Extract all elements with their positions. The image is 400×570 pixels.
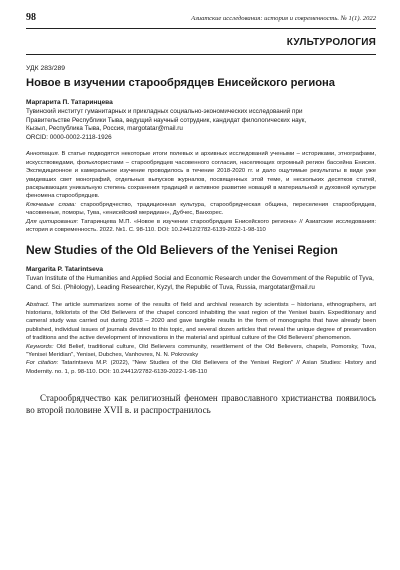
affiliation-line: Кызыл, Республика Тыва, Россия, margotatar@mail.ru — [26, 125, 183, 133]
article-title-en: New Studies of the Old Believers of the Yenisei Region — [26, 243, 338, 258]
affiliation-ru — [26, 108, 376, 142]
citation-ru — [26, 218, 376, 235]
abstract-en — [26, 301, 376, 343]
abstract-block-en — [26, 301, 376, 377]
udc-code: УДК 283/289 — [26, 65, 66, 72]
author-name-en: Margarita P. Tatarintseva — [26, 266, 104, 274]
abstract-label-en: Abstract. — [26, 301, 50, 308]
affiliation-en: Tuvan Institute of the Humanities and Applied Social and Economic Research under the Government of the Republic of Tyva, Cand. of Sci. (Philology), Leading Researcher, Kyzyl, the Republic of Tuva, Russia, margotatar@mail.ru — [26, 275, 374, 292]
running-header — [26, 12, 376, 26]
abstract-label-ru: Аннотация. — [26, 151, 60, 158]
citation-en — [26, 359, 376, 376]
abstract-text-en: The article summarizes some of the results of field and archival research by scientists – historians, ethnographers, art historians, folklorists of the Old Believers of the chapel concord inhabiting the vast region of the Yenisei basin. Expeditionary and cameral study was carried out during 2018 – 2020 and gave tangible results in the form of monographs that have already been published, individual issues of journals devoted to this topic, and several dozen articles that reveal the unique degree of preservation of traditions and the active development of innovations in the material and spiritual culture of the Old Believers' phenomenon. — [26, 301, 377, 342]
affiliation-line: Тувинский институт гуманитарных и прикладных социально-экономических исследований при — [26, 108, 303, 115]
keywords-text-en: Old Belief, traditional culture, Old Believers community, resettlement of the Old Believers, chapels, Pomorsky, Tuva, "Yenisei Meridian", Yenisei, Dubches, Vanhovres, N. N. Pokrovsky — [26, 343, 376, 359]
body-paragraph: Старообрядчество как религиозный феномен православного христианства появилось во второй половине XVII в. и распространилось — [26, 393, 376, 416]
affiliation-line: Правительстве Республики Тыва, ведущий научный сотрудник, кандидат филологических наук, — [26, 116, 307, 124]
abstract-block-ru — [26, 150, 376, 234]
page-number: 98 — [26, 12, 36, 23]
keywords-ru — [26, 201, 376, 218]
section-title: КУЛЬТУРОЛОГИЯ — [286, 37, 376, 48]
citation-text-ru: Татаринцева М.П. «Новое в изучении старообрядцев Енисейского региона» // Азиатские исследования: история и современность. 2022. №1. С. 98-110. DOI: 10.24412/2782-6139-2022-1-98-110 — [26, 218, 376, 234]
citation-text-en: Tatarintseva M.P. (2022), "New Studies of the Old Believers of the Yenisei Region" // Asian Studies: History and Modernity. no. 1, p. 98-110. DOI: 10.24412/2782-6139-2022-1-98-110 — [26, 360, 376, 375]
journal-title: Азиатские исследования: история и современность. № 1(1). 2022 — [191, 15, 376, 22]
header-divider — [26, 28, 376, 29]
keywords-label-ru: Ключевые слова: — [26, 201, 76, 208]
abstract-text-ru: В статье подводятся некоторые итоги полевых и архивных исследований учеными – историками, этнографами, искусствоведами, фольклористами – старообрядцев часовенного согласия, населяющих огромный регион бассейна Енисея. Экспедиционное и камеральное изучение проводилось в течение 2018-2020 гг. и дало ощутимые результаты в виде уже увидевших свет монографий, отдельных выпусков журналов, посвященных этой теме, и нескольких десятков статей, раскрывающих уникальную степень сохранения традиций и активное развитие новаций в материальной и духовной культуре феномена старообрядцев. — [26, 151, 376, 200]
orcid-line: ORCID: 0000-0002-2118-1926 — [26, 133, 112, 141]
citation-label-en: For citation: — [26, 360, 59, 367]
keywords-en — [26, 343, 376, 360]
section-divider — [26, 54, 376, 55]
citation-label-ru: Для цитирования: — [26, 218, 79, 225]
author-name-ru: Маргарита П. Татаринцева — [26, 99, 113, 106]
keywords-text-ru: старообрядчество, традиционная культура, старообрядческая община, переселения старообрядцев, часовенные, поморы, Тува, «енисейский меридиан», Дубчес, Ванхорес. — [26, 201, 376, 217]
keywords-label-en: Keywords: — [26, 343, 54, 350]
article-title-ru: Новое в изучении старообрядцев Енисейского региона — [26, 77, 336, 89]
abstract-ru — [26, 150, 376, 200]
